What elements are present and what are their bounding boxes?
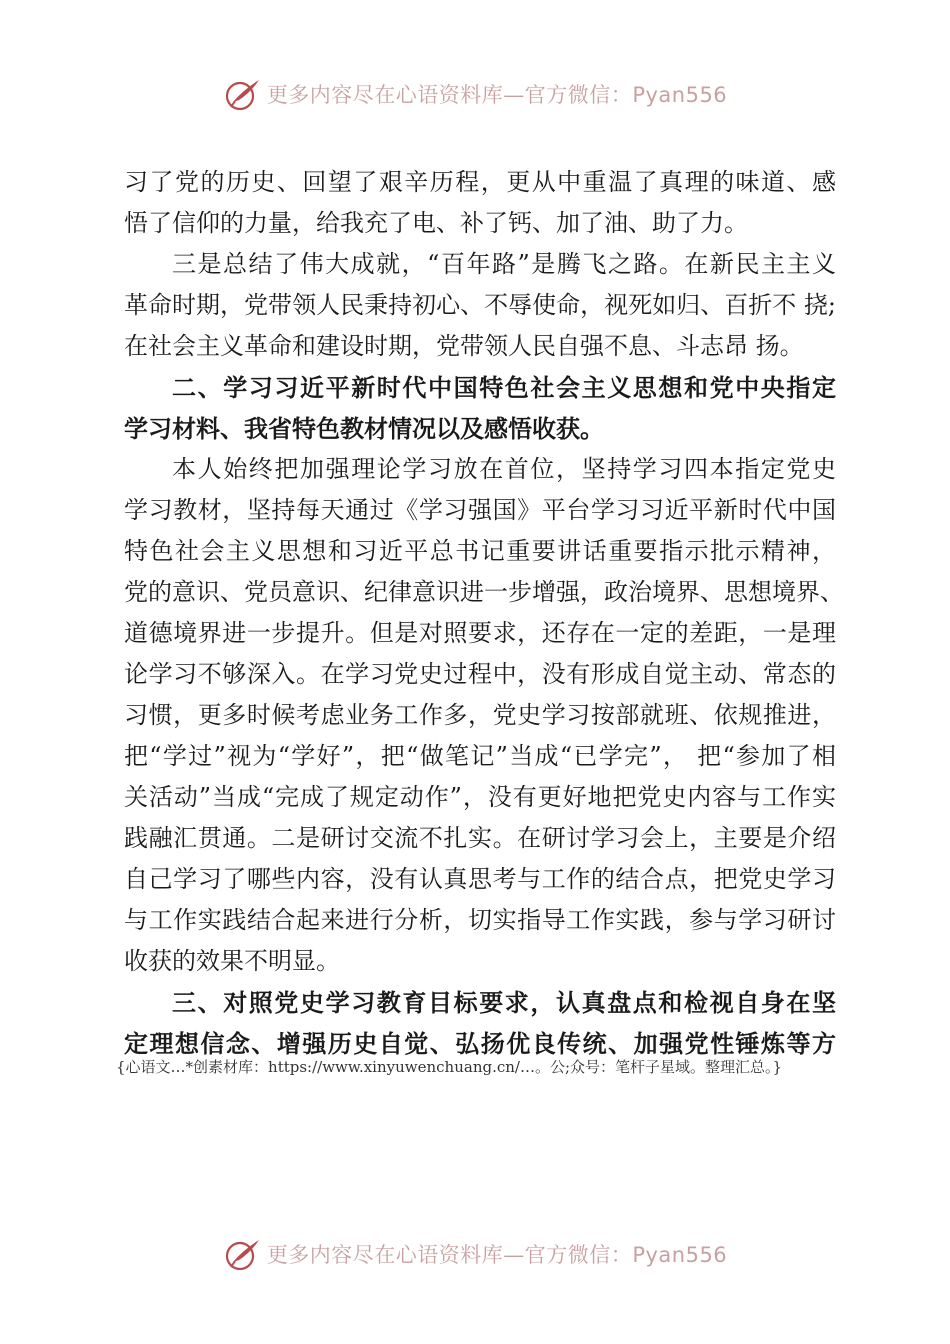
text-line: 与工作实践结合起来进行分析，切实指导工作实践，参与学习研讨 xyxy=(124,906,836,934)
banner-text: 更多内容尽在心语资料库—官方微信：Pyan556 xyxy=(266,83,728,107)
footer-banner xyxy=(0,1232,950,1276)
text-line: 道德境界进一步提升。但是对照要求，还存在一定的差距，一是理 xyxy=(124,619,836,647)
text-line: 本人始终把加强理论学习放在首位，坚持学习四本指定党史 xyxy=(172,455,836,483)
section-heading-line: 三、对照党史学习教育目标要求，认真盘点和检视自身在坚 xyxy=(172,988,836,1017)
text-line: 习了党的历史、回望了艰辛历程，更从中重温了真理的味道、感 xyxy=(124,168,836,196)
text-line: 学习教材，坚持每天通过《学习强国》平台学习习近平新时代中国 xyxy=(124,496,836,524)
wechat-id: Pyan556 xyxy=(632,1243,728,1267)
banner-text: 更多内容尽在心语资料库—官方微信：Pyan556 xyxy=(266,1243,728,1267)
text-line: 特色社会主义思想和习近平总书记重要讲话重要指示批示精神， xyxy=(124,537,836,565)
text-line: 三是总结了伟大成就，“百年路”是腾飞之路。在新民主主义 xyxy=(172,250,836,278)
quill-pen-logo-icon xyxy=(223,74,263,114)
source-footnote: {心语文…*创素材库：https://www.xinyuwenchuang.cn/…。公;众号：笔杆子星域。整理汇总。} xyxy=(116,1058,783,1076)
text-line: 在社会主义革命和建设时期，党带领人民自强不息、斗志昂 扬。 xyxy=(124,332,804,360)
text-line: 习惯，更多时候考虑业务工作多，党史学习按部就班、依规推进， xyxy=(124,701,836,729)
text-line: 把“学过”视为“学好”，把“做笔记”当成“已学完”， 把“参加了相 xyxy=(124,742,836,770)
text-line: 革命时期，党带领人民秉持初心、不辱使命，视死如归、百折不 挠; xyxy=(124,291,836,319)
section-heading-line: 定理想信念、增强历史自觉、弘扬优良传统、加强党性锤炼等方 xyxy=(124,1029,836,1058)
text-line: 悟了信仰的力量，给我充了电、补了钙、加了油、助了力。 xyxy=(124,209,748,237)
text-line: 收获的效果不明显。 xyxy=(124,947,340,975)
section-heading-line: 学习材料、我省特色教材情况以及感悟收获。 xyxy=(124,414,604,443)
text-line: 党的意识、党员意识、纪律意识进一步增强，政治境界、思想境界、 xyxy=(124,578,844,606)
text-line: 践融汇贯通。二是研讨交流不扎实。在研讨学习会上，主要是介绍 xyxy=(124,824,836,852)
header-banner xyxy=(0,72,950,116)
text-line: 论学习不够深入。在学习党史过程中，没有形成自觉主动、常态的 xyxy=(124,660,836,688)
section-heading-line: 二、学习习近平新时代中国特色社会主义思想和党中央指定 xyxy=(172,373,836,402)
quill-pen-logo-icon xyxy=(223,1234,263,1274)
wechat-id: Pyan556 xyxy=(632,83,728,107)
text-line: 自己学习了哪些内容，没有认真思考与工作的结合点，把党史学习 xyxy=(124,865,836,893)
document-body xyxy=(124,162,844,1064)
text-line: 关活动”当成“完成了规定动作”，没有更好地把党史内容与工作实 xyxy=(124,783,836,811)
